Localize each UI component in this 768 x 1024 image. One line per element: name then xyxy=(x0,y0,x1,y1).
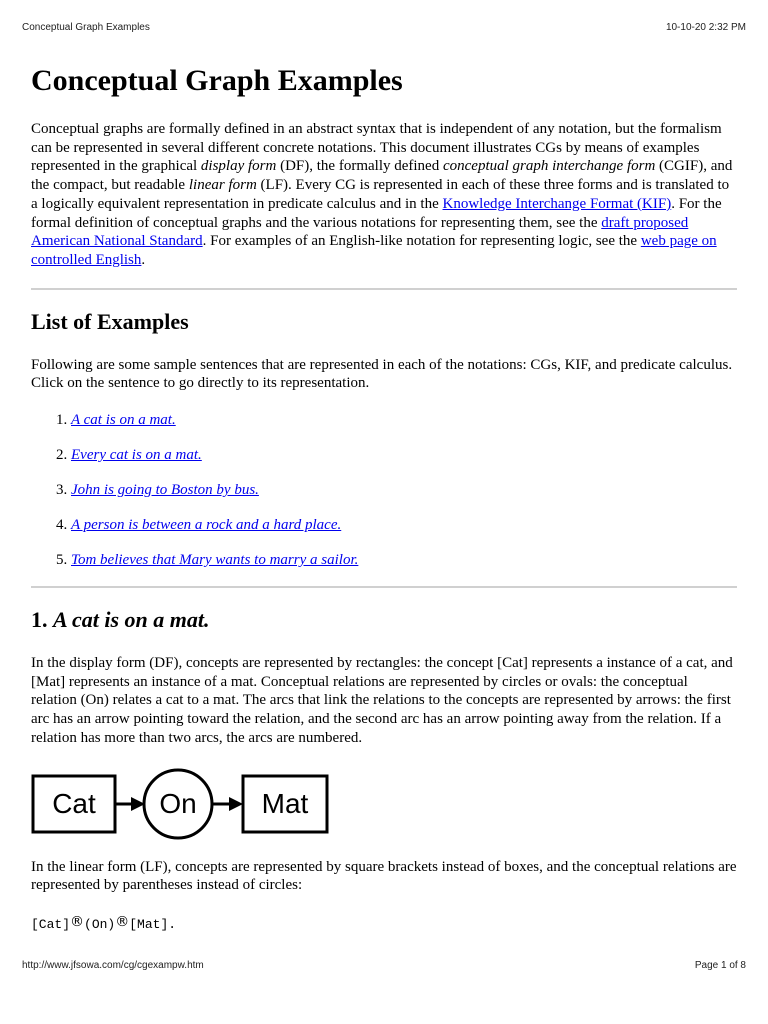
example-1-paragraph: In the display form (DF), concepts are represented by rectangles: the concept [Cat] represents a instance of a cat, and [Mat] represents an instance of a mat. Conceptual relations are represented by circles or ovals: the conceptual relation (On) relates a cat to a mat. The arcs that link the relations to the concepts are represented by arrows: the first arc has an arrow pointing toward the relation, and the second arc has an arrow pointing away from the relation. If a relation has more than two arcs, the arcs are numbered. xyxy=(31,655,733,746)
intro-text: . For examples of an English-like notation for representing logic, see the xyxy=(202,233,641,250)
print-header-title: Conceptual Graph Examples xyxy=(22,22,150,33)
kif-link[interactable]: Knowledge Interchange Format (KIF) xyxy=(442,195,672,212)
lf-relation-on: (On) xyxy=(84,916,116,932)
example-link-4[interactable]: A person is between a rock and a hard place. xyxy=(71,517,342,534)
intro-text: (LF). Every CG is represented in each of these three forms and is translated to a logically equivalent representation in predicate calculus and in the xyxy=(31,177,730,212)
example-1-heading xyxy=(31,606,737,634)
page-content xyxy=(31,62,737,935)
example-link-2[interactable]: Every cat is on a mat. xyxy=(71,447,202,464)
lf-arrow-symbol: ® xyxy=(70,913,85,930)
intro-text: (CGIF), and the compact, but readable xyxy=(31,158,733,194)
list-item xyxy=(71,551,737,570)
divider xyxy=(31,586,737,588)
lf-arrow-symbol: ® xyxy=(115,913,130,930)
intro-text: . xyxy=(141,251,146,268)
lf-concept-mat: [Mat]. xyxy=(129,916,177,932)
list-section-text: Following are some sample sentences that are represented in each of the notations: CGs, KIF, and predicate calculus. Click on the sentence to go directly to its representation. xyxy=(31,356,733,392)
controlled-english-link[interactable]: web page on controlled English xyxy=(31,233,717,268)
list-item xyxy=(71,481,737,500)
example-link-3[interactable]: John is going to Boston by bus. xyxy=(71,482,259,499)
relation-label-on: On xyxy=(159,787,197,819)
examples-list xyxy=(31,411,737,570)
linear-form-code xyxy=(31,913,737,935)
intro-text: . For the formal definition of conceptual graphs and the various notations for representing them, see the xyxy=(31,195,722,231)
concept-label-cat: Cat xyxy=(52,787,96,819)
list-item xyxy=(71,411,737,430)
example-link-5[interactable]: Tom believes that Mary wants to marry a sailor. xyxy=(71,552,359,569)
print-footer-url: http://www.jfsowa.com/cg/cgexampw.htm xyxy=(22,960,204,971)
intro-emphasis: display form xyxy=(200,158,277,175)
divider xyxy=(31,288,737,290)
intro-text: Conceptual graphs are formally defined in an abstract syntax that is independent of any notation, but the formalism can be represented in several different concrete notations. This document illustrates CGs by means of examples represented in the graphical xyxy=(31,121,722,175)
intro-paragraph xyxy=(31,120,737,270)
list-item xyxy=(71,516,737,535)
intro-emphasis: conceptual graph interchange form xyxy=(442,158,656,175)
list-section-heading: List of Examples xyxy=(31,308,189,334)
list-item xyxy=(71,446,737,465)
print-footer-page: Page 1 of 8 xyxy=(694,960,746,971)
intro-emphasis: linear form xyxy=(188,177,257,194)
intro-text: (DF), the formally defined xyxy=(276,158,443,175)
page-title: Conceptual Graph Examples xyxy=(31,64,403,97)
lf-concept-cat: [Cat] xyxy=(31,916,71,932)
print-footer xyxy=(22,960,746,971)
arrowhead-2 xyxy=(229,797,243,811)
print-header xyxy=(22,22,746,33)
cg-display-form-diagram xyxy=(31,766,331,842)
example-1-lf-paragraph: In the linear form (LF), concepts are represented by square brackets instead of boxes, and the conceptual relations are represented by parentheses instead of circles: xyxy=(31,858,737,894)
concept-label-mat: Mat xyxy=(261,787,309,819)
print-header-datetime: 10-10-20 2:32 PM xyxy=(665,22,746,33)
example-link-1[interactable]: A cat is on a mat. xyxy=(71,412,176,429)
example-1-title: A cat is on a mat. xyxy=(53,607,210,633)
draft-standard-link[interactable]: draft proposed American National Standard xyxy=(31,214,689,250)
example-1-number: 1. xyxy=(31,607,48,633)
